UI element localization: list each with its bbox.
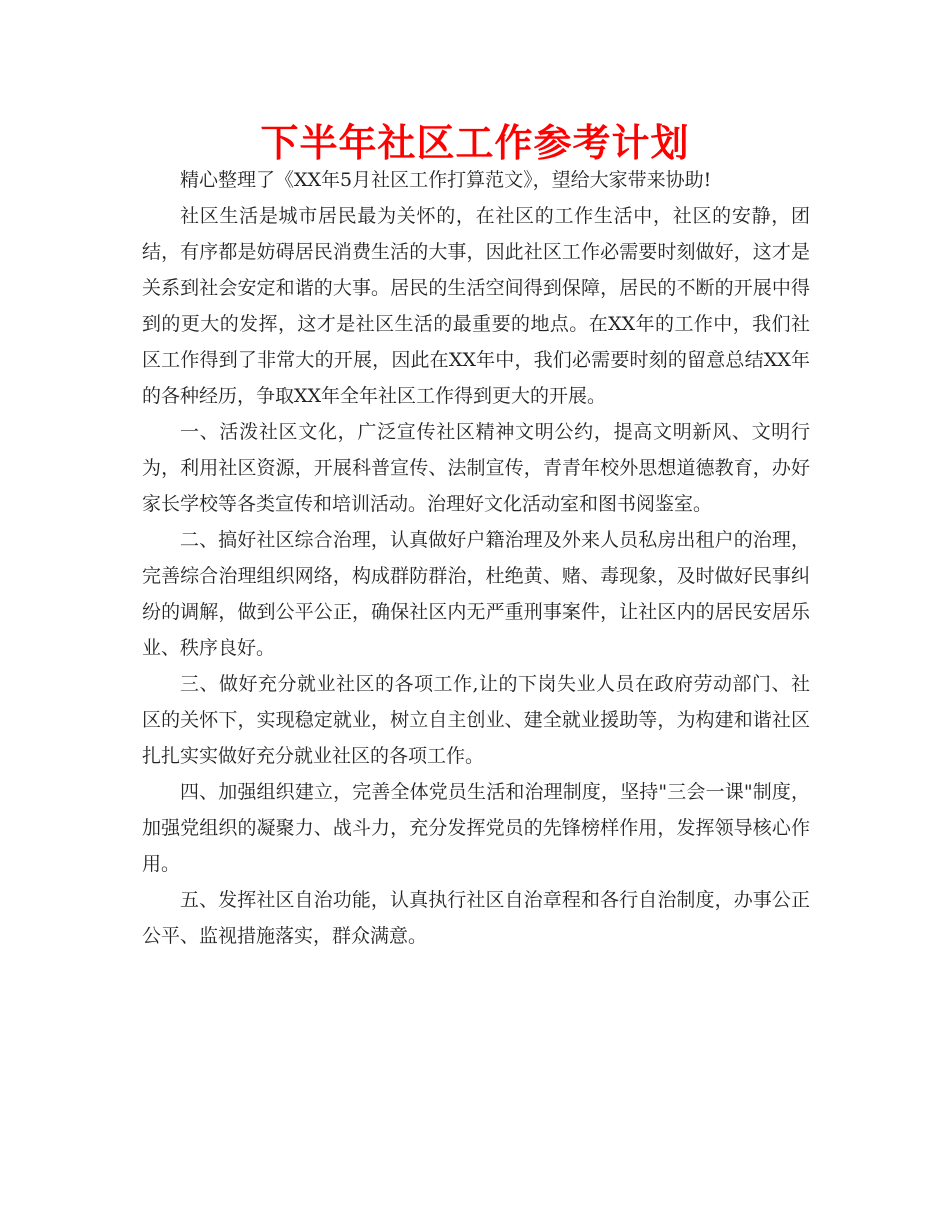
document-body — [142, 162, 810, 954]
document-title: 下半年社区工作参考计划 — [260, 121, 690, 165]
overview-paragraph: 社区生活是城市居民最为关怀的，在社区的工作生活中，社区的安静，团结，有序都是妨碍居民消费生活的大事，因此社区工作必需要时刻做好，这才是关系到社会安定和谐的大事。居民的生活空间得到保障，居民的不断的开展中得到的更大的发挥，这才是社区生活的最重要的地点。在XX年的工作中，我们社区工作得到了非常大的开展，因此在XX年中，我们必需要时刻的留意总结XX年的各种经历，争取XX年全年社区工作得到更大的开展。 — [142, 205, 810, 407]
item-4-paragraph: 四、加强组织建立，完善全体党员生活和治理制度，坚持"三会一课"制度，加强党组织的凝聚力、战斗力，充分发挥党员的先锋榜样作用，发挥领导核心作用。 — [142, 781, 810, 875]
item-1-paragraph: 一、活泼社区文化，广泛宣传社区精神文明公约，提高文明新风、文明行为，利用社区资源，开展科普宣传、法制宣传，青青年校外思想道德教育，办好家长学校等各类宣传和培训活动。治理好文化活动室和图书阅鉴室。 — [142, 421, 810, 515]
item-3-paragraph: 三、做好充分就业社区的各项工作,让的下岗失业人员在政府劳动部门、社区的关怀下，实现稳定就业，树立自主创业、建全就业援助等，为构建和谐社区扎扎实实做好充分就业社区的各项工作。 — [142, 673, 810, 767]
item-5-paragraph: 五、发挥社区自治功能，认真执行社区自治章程和各行自治制度，办事公正公平、监视措施落实，群众满意。 — [142, 889, 810, 947]
item-2-paragraph: 二、搞好社区综合治理，认真做好户籍治理及外来人员私房出租户的治理，完善综合治理组织网络，构成群防群治，杜绝黄、赌、毒现象，及时做好民事纠纷的调解，做到公平公正，确保社区内无严重刑事案件，让社区内的居民安居乐业、秩序良好。 — [142, 529, 810, 659]
intro-paragraph: 精心整理了《XX年5月社区工作打算范文》，望给大家带来协助! — [180, 169, 712, 191]
